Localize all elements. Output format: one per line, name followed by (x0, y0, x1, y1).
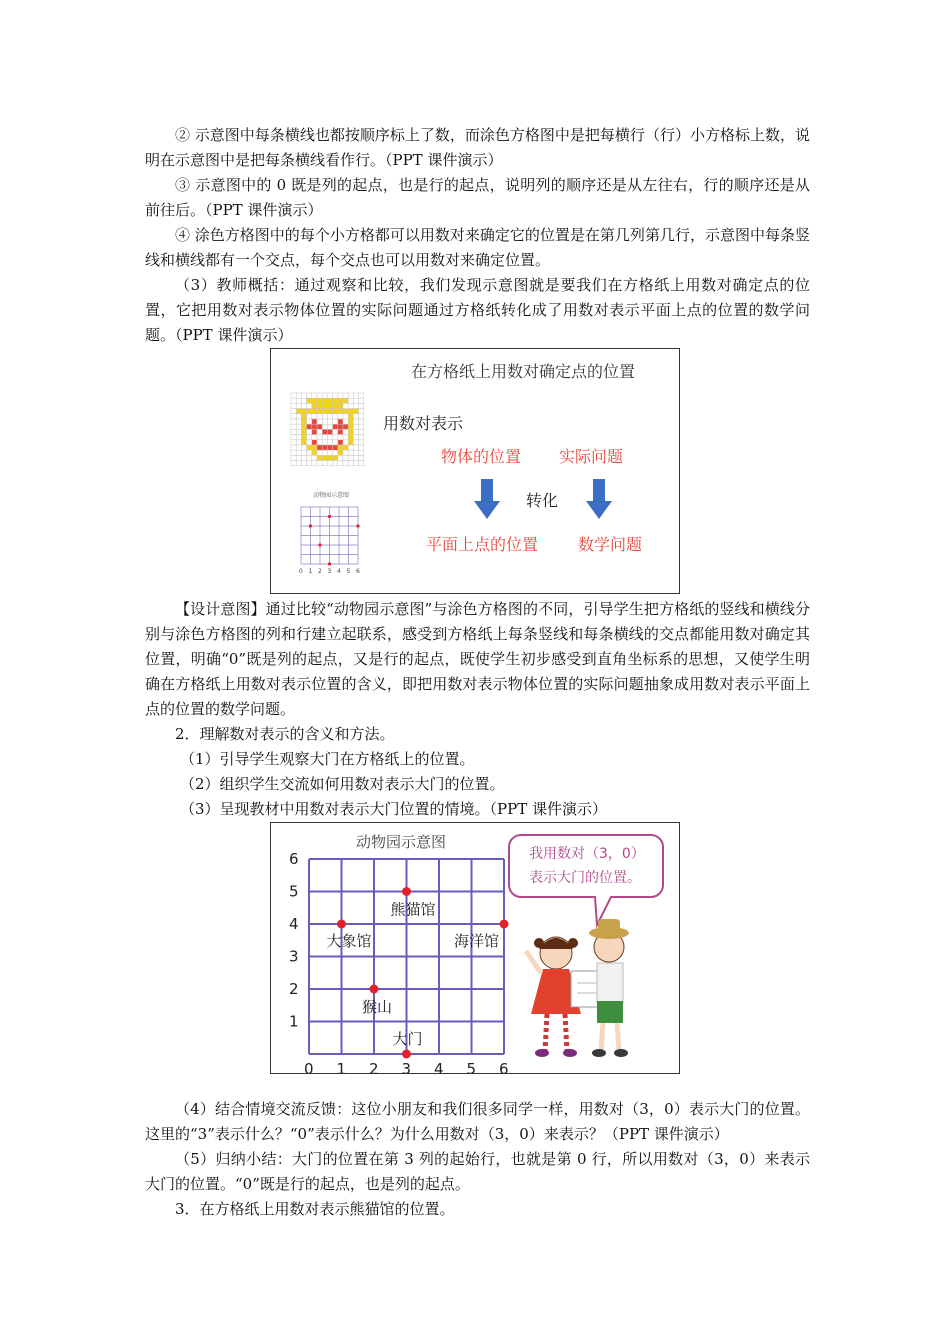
x-tick-label: 0 (304, 1060, 314, 1073)
place-label: 熊猫馆 (390, 900, 436, 919)
svg-text:5: 5 (346, 568, 351, 575)
after-paragraph-4: （4）结合情境交流反馈：这位小朋友和我们很多同学一样，用数对（3，0）表示大门的位置。这里的“3”表示什么？“0”表示什么？为什么用数对（3，0）来表示？（PPT 课件演示） (145, 1100, 810, 1143)
x-tick-label: 6 (499, 1060, 509, 1073)
svg-text:0: 0 (299, 568, 303, 575)
svg-text:6: 6 (356, 568, 360, 575)
place-point (337, 920, 346, 929)
place-point (370, 985, 379, 994)
place-point (402, 1050, 411, 1059)
down-arrow-icon (474, 479, 500, 519)
y-tick-label: 4 (289, 915, 299, 933)
paragraph-3: ③ 示意图中的 0 既是列的起点，也是行的起点，说明列的顺序还是从左往右，行的顺序还是从前往后。（PPT 课件演示） (145, 176, 810, 219)
section2-item-1: （1）引导学生观察大门在方格纸上的位置。 (180, 750, 475, 768)
y-tick-label: 6 (289, 850, 299, 868)
x-tick-label: 5 (466, 1060, 477, 1073)
label-object-position: 物体的位置 (441, 447, 522, 466)
bubble-line-2: 表示大门的位置。 (529, 870, 641, 886)
bubble-line-1: 我用数对（3，0） (529, 846, 645, 862)
after-paragraph-5: （5）归纳小结：大门的位置在第 3 列的起始行，也就是第 0 行，所以用数对（3，0）来表示大门的位置。“0”既是行的起点，也是列的起点。 (145, 1150, 810, 1193)
after-heading-3: 3．在方格纸上用数对表示熊猫馆的位置。 (175, 1200, 455, 1218)
y-tick-label: 1 (289, 1012, 299, 1031)
y-tick-label: 2 (289, 980, 299, 998)
label-pair-representation: 用数对表示 (383, 414, 464, 433)
zoo-map-title: 动物园示意图 (356, 833, 447, 851)
place-label: 大门 (392, 1030, 423, 1048)
label-math-problem: 数学问题 (578, 535, 643, 554)
x-tick-label: 2 (369, 1060, 379, 1073)
label-real-problem: 实际问题 (559, 447, 624, 466)
svg-text:2: 2 (318, 568, 322, 575)
place-label: 猴山 (362, 998, 393, 1016)
place-label: 海洋馆 (454, 932, 500, 950)
place-point (500, 920, 509, 929)
section2-item-3: （3）呈现教材中用数对表示大门位置的情境。（PPT 课件演示） (180, 800, 608, 818)
svg-text:4: 4 (337, 568, 341, 575)
paragraph-summary: （3）教师概括：通过观察和比较，我们发现示意图就是要我们在方格纸上用数对确定点的位置，它把用数对表示物体位置的实际问题通过方格纸转化成了用数对表示平面上点的位置的数学问题。（PPT 课件演示） (145, 276, 810, 344)
label-plane-point-position: 平面上点的位置 (426, 535, 539, 554)
svg-text:3: 3 (327, 568, 332, 575)
section2-heading: 2．理解数对表示的含义和方法。 (175, 725, 395, 743)
y-tick-label: 5 (289, 882, 299, 901)
paragraph-2: ② 示意图中每条横线也都按顺序标上了数，而涂色方格图中是把每横行（行）小方格标上数，说明在示意图中是把每条横线看作行。（PPT 课件演示） (145, 126, 810, 169)
label-transform: 转化 (526, 491, 559, 510)
design-intent: 【设计意图】通过比较“动物园示意图”与涂色方格图的不同，引导学生把方格纸的竖线和横线分别与涂色方格图的列和行建立起联系，感受到方格纸上每条竖线和每条横线的交点都能用数对确定其位置，明确“0”既是列的起点，又是行的起点，既使学生初步感受到直角坐标系的思想，又使学生明确在方格纸上用数对表示位置的含义，即把用数对表示物体位置的实际问题抽象成用数对表示平面上点的位置的数学问题。 (145, 600, 810, 718)
y-tick-label: 3 (289, 947, 299, 966)
zoo-grid (289, 850, 509, 1073)
x-tick-label: 4 (434, 1060, 444, 1073)
ppt-slide-figure (270, 348, 680, 594)
x-tick-label: 3 (401, 1060, 412, 1073)
zoo-map-figure (270, 822, 680, 1074)
x-tick-label: 1 (336, 1060, 347, 1073)
place-point (402, 887, 411, 896)
children-illustration-icon (526, 919, 629, 1057)
colored-grid-face-icon (291, 393, 364, 466)
svg-text:动物园示意图: 动物园示意图 (313, 492, 350, 499)
paragraph-4: ④ 涂色方格图中的每个小方格都可以用数对来确定它的位置是在第几列第几行，示意图中每条竖线和横线都有一个交点，每个交点也可以用数对来确定位置。 (145, 226, 810, 269)
mini-zoo-map-icon (299, 491, 360, 575)
down-arrow-icon (586, 479, 612, 519)
place-label: 大象馆 (326, 932, 372, 950)
section2-item-2: （2）组织学生交流如何用数对表示大门的位置。 (180, 775, 505, 793)
svg-text:1: 1 (308, 568, 313, 575)
slide-title: 在方格纸上用数对确定点的位置 (411, 362, 636, 381)
speech-bubble (509, 835, 663, 925)
